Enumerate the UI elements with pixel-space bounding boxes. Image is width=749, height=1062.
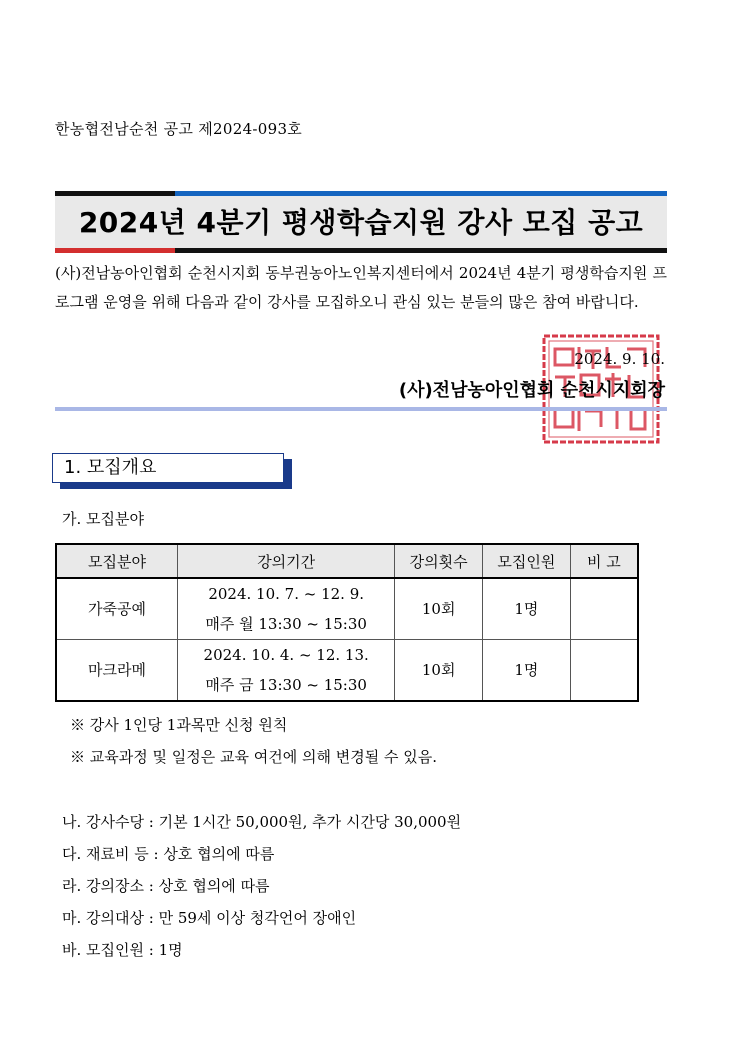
cell-recruits: 1명 (483, 578, 571, 640)
period-dates: 2024. 10. 7. ~ 12. 9. (208, 585, 365, 603)
cell-field: 마크라메 (56, 640, 178, 702)
subheading-field: 가. 모집분야 (62, 510, 144, 528)
item-venue: 라. 강의장소 : 상호 협의에 따름 (62, 877, 270, 895)
cell-note (570, 578, 638, 640)
note-one-subject: ※ 강사 1인당 1과목만 신청 원칙 (70, 716, 288, 734)
table-row (56, 578, 638, 640)
section-divider (55, 407, 667, 411)
table-header-cell: 모집분야 (56, 544, 178, 578)
notice-number: 한농협전남순천 공고 제2024-093호 (55, 120, 303, 138)
page-title: 2024년 4분기 평생학습지원 강사 모집 공고 (78, 206, 644, 239)
section-heading: 1. 모집개요 (64, 457, 157, 478)
note-schedule-change: ※ 교육과정 및 일정은 교육 여건에 의해 변경될 수 있음. (70, 748, 437, 766)
recruitment-table (55, 543, 639, 702)
item-target: 마. 강의대상 : 만 59세 이상 청각언어 장애인 (62, 909, 357, 927)
table-row (56, 640, 638, 702)
table-header-cell: 비 고 (570, 544, 638, 578)
title-bottom-bar (55, 248, 667, 253)
cell-field: 가죽공예 (56, 578, 178, 640)
period-time: 매주 금 13:30 ~ 15:30 (205, 676, 367, 694)
period-dates: 2024. 10. 4. ~ 12. 13. (203, 646, 369, 664)
cell-period (178, 640, 395, 702)
announcement-date: 2024. 9. 10. (574, 350, 665, 368)
cell-period (178, 578, 395, 640)
table-header-cell: 강의횟수 (395, 544, 483, 578)
cell-sessions: 10회 (395, 578, 483, 640)
table-header-row (56, 544, 638, 578)
table-header-cell: 강의기간 (178, 544, 395, 578)
cell-note (570, 640, 638, 702)
intro-text: (사)전남농아인협회 순천시지회 동부권농아노인복지센터에서 2024년 4분기 평생학습지원 프로그램 운영을 위해 다음과 같이 강사를 모집하오니 관심 있는 분들의 많은 참여 바랍니다. (55, 264, 667, 311)
issuer-name: (사)전남농아인협회 순천시지회장 (398, 380, 665, 401)
period-time: 매주 월 13:30 ~ 15:30 (205, 615, 367, 633)
table-header-cell: 모집인원 (483, 544, 571, 578)
item-recruit-count: 바. 모집인원 : 1명 (62, 941, 183, 959)
cell-sessions: 10회 (395, 640, 483, 702)
item-material-cost: 다. 재료비 등 : 상호 협의에 따름 (62, 845, 275, 863)
cell-recruits: 1명 (483, 640, 571, 702)
intro-paragraph (55, 259, 667, 317)
item-instructor-fee: 나. 강사수당 : 기본 1시간 50,000원, 추가 시간당 30,000원 (62, 813, 462, 831)
